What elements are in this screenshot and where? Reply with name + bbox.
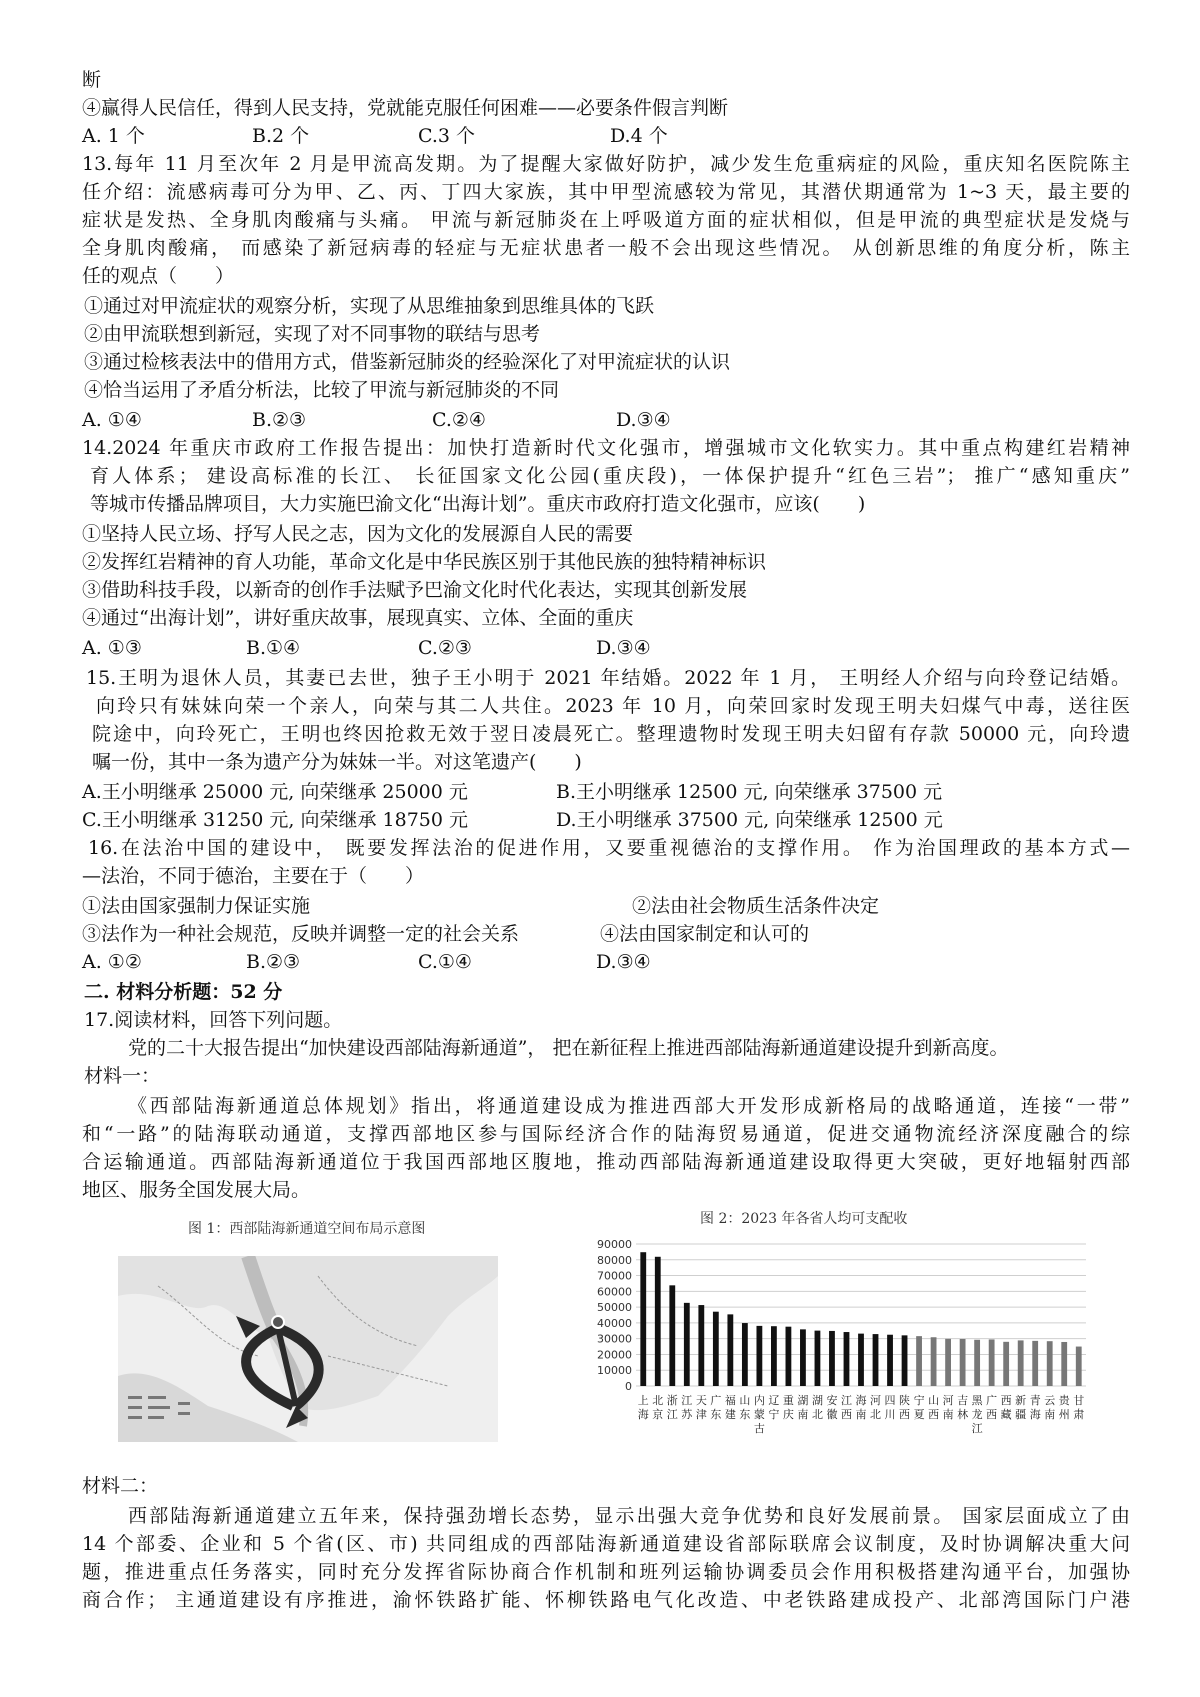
bar — [640, 1252, 646, 1386]
statement: ④法由国家制定和认可的 — [600, 923, 810, 945]
option-a: A.王小明继承 25000 元, 向荣继承 25000 元 — [82, 781, 468, 803]
option-d: D.③④ — [596, 637, 651, 659]
option-d: D.③④ — [596, 951, 651, 973]
bar — [786, 1327, 792, 1386]
x-tick-label: 湖 — [811, 1394, 823, 1407]
bar — [815, 1331, 821, 1386]
bar — [698, 1305, 704, 1386]
bar — [844, 1332, 850, 1386]
x-tick-label: 龙 — [971, 1408, 983, 1421]
question-15-line: 嘱一份，其中一条为遗产分为妹妹一半。对这笔遗产( ) — [92, 751, 582, 773]
x-tick-label: 西 — [899, 1408, 911, 1421]
bar — [771, 1326, 777, 1386]
x-tick-label: 江 — [666, 1408, 678, 1421]
x-tick-label: 广 — [710, 1394, 722, 1407]
option-c: C.①④ — [418, 951, 472, 973]
bar — [684, 1303, 690, 1386]
x-tick-label: 宁 — [768, 1408, 780, 1421]
statement: ③借助科技手段，以新奇的创作手法赋予巴渝文化时代化表达，实现其创新发展 — [82, 579, 748, 601]
x-tick-label: 辽 — [768, 1394, 780, 1407]
x-tick-label: 宁 — [913, 1394, 925, 1407]
x-tick-label: 西 — [928, 1408, 940, 1421]
question-14-line: 育人体系； 建设高标准的长江、 长征国家文化公园(重庆段)，一体保护提升“红色三岩”； 推广“感知重庆” — [90, 465, 1130, 487]
x-tick-label: 北 — [811, 1408, 823, 1421]
figure-1-title: 图 1：西部陆海新通道空间布局示意图 — [188, 1221, 426, 1237]
option-b: B.②③ — [246, 951, 301, 973]
x-tick-label: 津 — [695, 1408, 707, 1421]
x-tick-label: 福 — [724, 1394, 736, 1407]
material-label: 材料一： — [84, 1065, 161, 1087]
x-tick-label: 京 — [652, 1408, 664, 1421]
bar — [960, 1339, 966, 1386]
x-tick-label: 新 — [1015, 1394, 1027, 1407]
bar — [887, 1335, 893, 1386]
option-d: D.4 个 — [610, 125, 668, 147]
x-tick-label: 江 — [840, 1394, 852, 1407]
option-d: D.王小明继承 37500 元, 向荣继承 12500 元 — [556, 809, 943, 831]
x-tick-label: 广 — [986, 1394, 998, 1407]
question-16-line: —法治，不同于德治，主要在于（ ） — [82, 865, 425, 887]
x-tick-label: 南 — [1044, 1408, 1056, 1421]
option-b: B.②③ — [252, 409, 307, 431]
x-tick-label: 甘 — [1073, 1394, 1085, 1407]
x-tick-label: 江 — [971, 1422, 983, 1435]
bar — [800, 1329, 806, 1386]
question-13-line: 13.每年 11 月至次年 2 月是甲流高发期。为了提醒大家做好防护，减少发生危重病症的风险，重庆知名医院陈主 — [82, 153, 1130, 175]
option-a: A. ①② — [82, 951, 142, 973]
x-tick-label: 山 — [739, 1394, 751, 1407]
x-tick-label: 肃 — [1073, 1408, 1085, 1421]
x-tick-label: 北 — [870, 1408, 882, 1421]
option-a: A. ①③ — [82, 637, 142, 659]
figure-1-map — [118, 1256, 498, 1442]
statement: ①坚持人民立场、抒写人民之志，因为文化的发展源自人民的需要 — [82, 523, 634, 545]
bar — [873, 1334, 879, 1386]
x-tick-label: 苏 — [681, 1408, 693, 1421]
paragraph-line: 合运输通道。西部陆海新通道位于我国西部地区腹地，推动西部陆海新通道建设取得更大突破，更好地辐射西部 — [82, 1151, 1130, 1173]
option-b: B.王小明继承 12500 元, 向荣继承 37500 元 — [556, 781, 943, 803]
bar — [931, 1337, 937, 1386]
y-tick-label: 0 — [625, 1380, 632, 1393]
bar — [756, 1326, 762, 1386]
x-tick-label: 山 — [928, 1394, 940, 1407]
statement: ④通过“出海计划”，讲好重庆故事，展现真实、立体、全面的重庆 — [82, 607, 634, 629]
bar — [655, 1257, 661, 1386]
x-tick-label: 东 — [739, 1408, 751, 1421]
bar — [1032, 1341, 1038, 1386]
x-tick-label: 黑 — [971, 1394, 983, 1407]
question-13-line: 任的观点（ ） — [82, 265, 235, 287]
x-tick-label: 藏 — [1000, 1408, 1012, 1421]
y-tick-label: 80000 — [597, 1253, 632, 1267]
y-tick-label: 30000 — [597, 1332, 632, 1346]
x-tick-label: 川 — [884, 1408, 896, 1421]
bar — [713, 1312, 719, 1386]
x-tick-label: 林 — [957, 1408, 969, 1421]
statement: ④恰当运用了矛盾分析法，比较了甲流与新冠肺炎的不同 — [84, 379, 560, 401]
option-b: B.2 个 — [252, 125, 310, 147]
x-tick-label: 安 — [826, 1394, 838, 1407]
bar — [916, 1336, 922, 1386]
text-line: 断 — [82, 69, 102, 91]
x-tick-label: 海 — [637, 1408, 649, 1421]
paragraph-line: 党的二十大报告提出“加快建设西部陆海新通道”， 把在新征程上推进西部陆海新通道建设提升到新高度。 — [128, 1037, 1009, 1059]
question-13-line: 症状是发热、全身肌肉酸痛与头痛。 甲流与新冠肺炎在上呼吸道方面的症状相似，但是甲流的典型症状是发烧与 — [82, 209, 1130, 231]
x-tick-label: 北 — [652, 1394, 664, 1407]
bar — [829, 1331, 835, 1386]
chart-title: 图 2：2023 年各省人均可支配收 — [700, 1211, 908, 1227]
x-tick-label: 海 — [1029, 1408, 1041, 1421]
x-tick-label: 建 — [724, 1408, 736, 1421]
y-tick-label: 20000 — [597, 1348, 632, 1362]
x-tick-label: 青 — [1029, 1394, 1041, 1407]
statement: ③法作为一种社会规范，反映并调整一定的社会关系 — [82, 923, 520, 945]
x-tick-label: 内 — [753, 1394, 765, 1407]
bar — [1076, 1347, 1082, 1386]
question-13-line: 全身肌肉酸痛， 而感染了新冠病毒的轻症与无症状患者一般不会出现这些情况。 从创新思维的角度分析，陈主 — [82, 237, 1130, 259]
x-tick-label: 海 — [855, 1394, 867, 1407]
bar — [974, 1340, 980, 1386]
x-tick-label: 疆 — [1015, 1408, 1027, 1421]
text-line: ④赢得人民信任，得到人民支持，党就能克服任何困难——必要条件假言判断 — [82, 97, 729, 119]
x-tick-label: 古 — [753, 1422, 765, 1435]
y-tick-label: 50000 — [597, 1301, 632, 1315]
y-tick-label: 90000 — [597, 1238, 632, 1251]
x-tick-label: 河 — [870, 1394, 882, 1407]
x-tick-label: 南 — [855, 1408, 867, 1421]
paragraph-line: 14 个部委、企业和 5 个省(区、市) 共同组成的西部陆海新通道建设省部际联席会议制度，及时协调解决重大问 — [82, 1533, 1130, 1555]
y-tick-label: 40000 — [597, 1316, 632, 1330]
paragraph-line: 《西部陆海新通道总体规划》指出，将通道建设成为推进西部大开发形成新格局的战略通道，连接“一带” — [128, 1095, 1130, 1117]
statement: ①通过对甲流症状的观察分析，实现了从思维抽象到思维具体的飞跃 — [84, 295, 655, 317]
income-bar-chart — [588, 1236, 1096, 1460]
paragraph-line: 和“一路”的陆海联动通道，支撑西部地区参与国际经济合作的陆海贸易通道，促进交通物流经济深度融合的综 — [82, 1123, 1130, 1145]
question-14-line: 14.2024 年重庆市政府工作报告提出：加快打造新时代文化强市，增强城市文化软实力。其中重点构建红岩精神 — [82, 437, 1130, 459]
question-15-line: 15.王明为退休人员，其妻已去世，独子王小明于 2021 年结婚。2022 年 1 月， 王明经人介绍与向玲登记结婚。 — [86, 667, 1130, 689]
bar — [1018, 1340, 1024, 1386]
bar — [1003, 1342, 1009, 1386]
x-tick-label: 云 — [1044, 1394, 1056, 1407]
statement: ②发挥红岩精神的育人功能，革命文化是中华民族区别于其他民族的独特精神标识 — [82, 551, 767, 573]
x-tick-label: 吉 — [957, 1394, 969, 1407]
y-tick-label: 10000 — [597, 1364, 632, 1378]
x-tick-label: 东 — [710, 1408, 722, 1421]
option-c: C.②③ — [418, 637, 472, 659]
bar — [989, 1339, 995, 1386]
option-c: C.3 个 — [418, 125, 476, 147]
x-tick-label: 南 — [797, 1408, 809, 1421]
question-17-line: 17.阅读材料，回答下列问题。 — [84, 1009, 343, 1031]
x-tick-label: 徽 — [826, 1408, 838, 1421]
statement: ①法由国家强制力保证实施 — [82, 895, 311, 917]
x-tick-label: 贵 — [1058, 1394, 1070, 1407]
paragraph-line: 地区、服务全国发展大局。 — [82, 1179, 311, 1201]
paragraph-line: 题，推进重点任务落实，同时充分发挥省际协商合作机制和班列运输协调委员会作用积极搭建沟通平台，加强协 — [82, 1561, 1130, 1583]
bar — [858, 1334, 864, 1386]
y-tick-label: 70000 — [597, 1269, 632, 1283]
bar — [1047, 1341, 1053, 1386]
statement: ②法由社会物质生活条件决定 — [632, 895, 880, 917]
x-tick-label: 重 — [782, 1394, 794, 1407]
paragraph-line: 西部陆海新通道建立五年来，保持强劲增长态势，显示出强大竞争优势和良好发展前景。 国家层面成立了由 — [128, 1505, 1130, 1527]
x-tick-label: 陕 — [899, 1394, 911, 1407]
y-tick-label: 60000 — [597, 1285, 632, 1299]
bar — [669, 1285, 675, 1386]
x-tick-label: 夏 — [913, 1408, 925, 1421]
option-c: C.王小明继承 31250 元, 向荣继承 18750 元 — [82, 809, 469, 831]
bar — [902, 1335, 908, 1386]
x-tick-label: 湖 — [797, 1394, 809, 1407]
bar — [727, 1314, 733, 1386]
x-tick-label: 浙 — [666, 1394, 678, 1407]
x-tick-label: 天 — [695, 1394, 707, 1407]
option-a: A. ①④ — [82, 409, 142, 431]
statement: ③通过检核表法中的借用方式，借鉴新冠肺炎的经验深化了对甲流症状的认识 — [84, 351, 731, 373]
x-tick-label: 河 — [942, 1394, 954, 1407]
x-tick-label: 西 — [986, 1408, 998, 1421]
x-tick-label: 西 — [1000, 1394, 1012, 1407]
option-a: A. 1 个 — [82, 125, 145, 147]
option-d: D.③④ — [616, 409, 671, 431]
question-15-line: 向玲只有妹妹向荣一个亲人，向荣与其二人共住。2023 年 10 月，向荣回家时发现王明夫妇煤气中毒，送往医 — [96, 695, 1130, 717]
question-13-line: 任介绍：流感病毒可分为甲、乙、丙、丁四大家族，其中甲型流感较为常见，其潜伏期通常为 1~3 天，最主要的 — [82, 181, 1130, 203]
x-tick-label: 庆 — [782, 1408, 794, 1421]
paragraph-line: 商合作； 主通道建设有序推进，渝怀铁路扩能、怀柳铁路电气化改造、中老铁路建成投产、北部湾国际门户港 — [82, 1589, 1130, 1611]
question-15-line: 院途中，向玲死亡，王明也终因抢救无效于翌日凌晨死亡。整理遗物时发现王明夫妇留有存款 50000 元，向玲遗 — [92, 723, 1130, 745]
bar — [945, 1339, 951, 1386]
material-label: 材料二： — [82, 1475, 159, 1497]
question-16-line: 16.在法治中国的建设中， 既要发挥法治的促进作用，又要重视德治的支撑作用。 作为治国理政的基本方式— — [88, 837, 1130, 859]
x-tick-label: 江 — [681, 1394, 693, 1407]
bar — [1061, 1342, 1067, 1386]
statement: ②由甲流联想到新冠，实现了对不同事物的联结与思考 — [84, 323, 541, 345]
bar — [742, 1323, 748, 1386]
section-heading: 二. 材料分析题：52 分 — [84, 981, 283, 1003]
x-tick-label: 上 — [637, 1394, 649, 1407]
x-tick-label: 西 — [840, 1408, 852, 1421]
x-tick-label: 南 — [942, 1408, 954, 1421]
question-14-line: 等城市传播品牌项目，大力实施巴渝文化“出海计划”。重庆市政府打造文化强市，应该( ) — [90, 493, 866, 515]
option-b: B.①④ — [246, 637, 301, 659]
x-tick-label: 四 — [884, 1394, 896, 1407]
option-c: C.②④ — [432, 409, 486, 431]
x-tick-label: 蒙 — [753, 1408, 765, 1421]
x-tick-label: 州 — [1058, 1408, 1070, 1421]
